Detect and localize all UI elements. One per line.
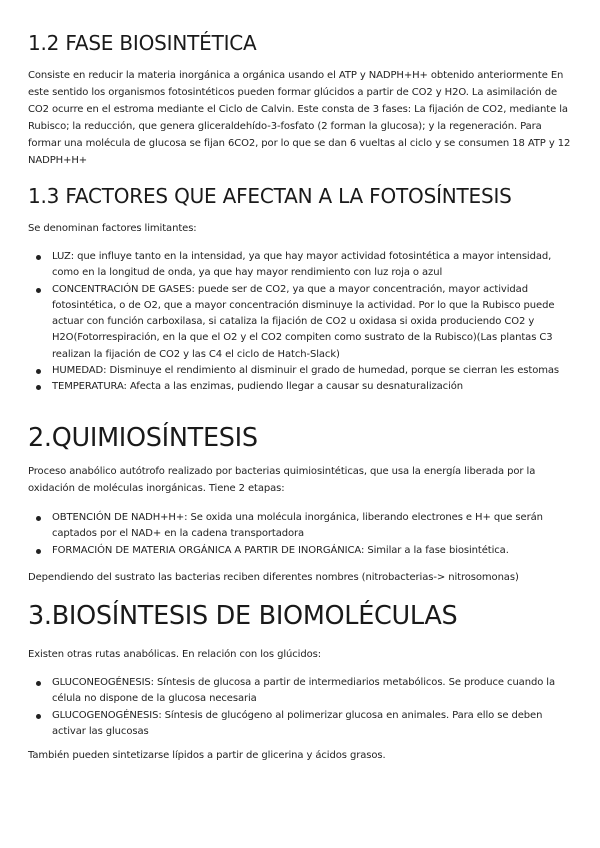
- list-item: [28, 249, 574, 282]
- list-item-text: FORMACIÓN DE MATERIA ORGÁNICA A PARTIR DE INORGÁNICA: Similar a la fase biosintética.: [52, 544, 509, 556]
- list-quimiosintesis: [28, 510, 574, 559]
- list-item-text: CONCENTRACIÓN DE GASES: puede ser de CO2, ya que a mayor concentración, mayor actividad fotosintética, o de O2, que a mayor concentración disminuye la actividad. Por lo que la Rubisco puede actuar con función carboxilasa, si cataliza la fijación de CO2 u oxidasa si oxida produciendo CO2 y H2O(Fotorrespiración, en la que el O2 y el CO2 compiten como sustrato de la Rubisco)(Las plantas C3 realizan la fijación de CO2 y las C4 el ciclo de Hatch-Slack): [52, 283, 555, 360]
- list-item-text: GLUCOGENOGÉNESIS: Síntesis de glucógeno al polimerizar glucosa en animales. Para ello se deben activar las glucosas: [52, 709, 543, 737]
- bullet-icon: [36, 681, 41, 686]
- list-item: [28, 543, 574, 559]
- paragraph-quimiosintesis-outro: Dependiendo del sustrato las bacterias reciben diferentes nombres (nitrobacterias-> nitrosomonas): [28, 572, 519, 583]
- paragraph-biomoleculas-outro: También pueden sintetizarse lípidos a partir de glicerina y ácidos grasos.: [28, 750, 386, 761]
- paragraph-fase-biosintetica: Consiste en reducir la materia inorgánica a orgánica usando el ATP y NADPH+H+ obtenido anteriormente En este sentido los organismos fotosintéticos pueden formar glúcidos a partir de CO2 y H2O. La asimilación de CO2 ocurre en el estroma mediante el Ciclo de Calvin. Este consta de 3 fases: La fijación de CO2, mediante la Rubisco; la reducción, que genera gliceraldehído-3-fosfato (2 forman la glucosa); y la regeneración. Para formar una molécula de glucosa se fijan 6CO2, por lo que se dan 6 vueltas al ciclo y se consumen 18 ATP y 12 NADPH+H+: [28, 70, 571, 166]
- bullet-icon: [36, 516, 41, 521]
- list-item: [28, 282, 574, 363]
- section-heading-quimiosintesis: 2.QUIMIOSÍNTESIS: [28, 423, 258, 453]
- bullet-icon: [36, 385, 41, 390]
- list-item: [28, 379, 574, 395]
- list-item-text: OBTENCIÓN DE NADH+H+: Se oxida una molécula inorgánica, liberando electrones e H+ que serán captados por el NAD+ en la cadena transportadora: [52, 512, 543, 540]
- bullet-icon: [36, 714, 41, 719]
- list-factores: [28, 249, 574, 396]
- list-item: [28, 708, 574, 741]
- list-item: [28, 510, 574, 543]
- bullet-icon: [36, 255, 41, 260]
- list-item-text: TEMPERATURA: Afecta a las enzimas, pudiendo llegar a causar su desnaturalización: [52, 381, 464, 393]
- paragraph-quimiosintesis-intro: Proceso anabólico autótrofo realizado por bacterias quimiosintéticas, que usa la energía liberada por la oxidación de moléculas inorgánicas. Tiene 2 etapas:: [28, 466, 536, 494]
- list-biomoleculas: [28, 675, 574, 740]
- bullet-icon: [36, 288, 41, 293]
- paragraph-factores-intro: Se denominan factores limitantes:: [28, 223, 197, 234]
- list-item-text: LUZ: que influye tanto en la intensidad, ya que hay mayor actividad fotosintética a mayor intensidad, como en la longitud de onda, ya que hay mayor rendimiento con luz roja o azul: [52, 251, 552, 279]
- section-heading-factores: 1.3 FACTORES QUE AFECTAN A LA FOTOSÍNTESIS: [28, 184, 512, 208]
- list-item-text: HUMEDAD: Disminuye el rendimiento al disminuir el grado de humedad, porque se cierran les estomas: [52, 365, 560, 377]
- section-heading-biomoleculas: 3.BIOSÍNTESIS DE BIOMOLÉCULAS: [28, 601, 458, 631]
- list-item: [28, 675, 574, 708]
- bullet-icon: [36, 549, 41, 554]
- bullet-icon: [36, 369, 41, 374]
- paragraph-biomoleculas-intro: Existen otras rutas anabólicas. En relación con los glúcidos:: [28, 649, 321, 660]
- list-item-text: GLUCONEOGÉNESIS: Síntesis de glucosa a partir de intermediarios metabólicos. Se produce cuando la célula no dispone de la glucosa necesaria: [52, 677, 555, 705]
- list-item: [28, 363, 574, 379]
- section-heading-fase-biosintetica: 1.2 FASE BIOSINTÉTICA: [28, 31, 257, 55]
